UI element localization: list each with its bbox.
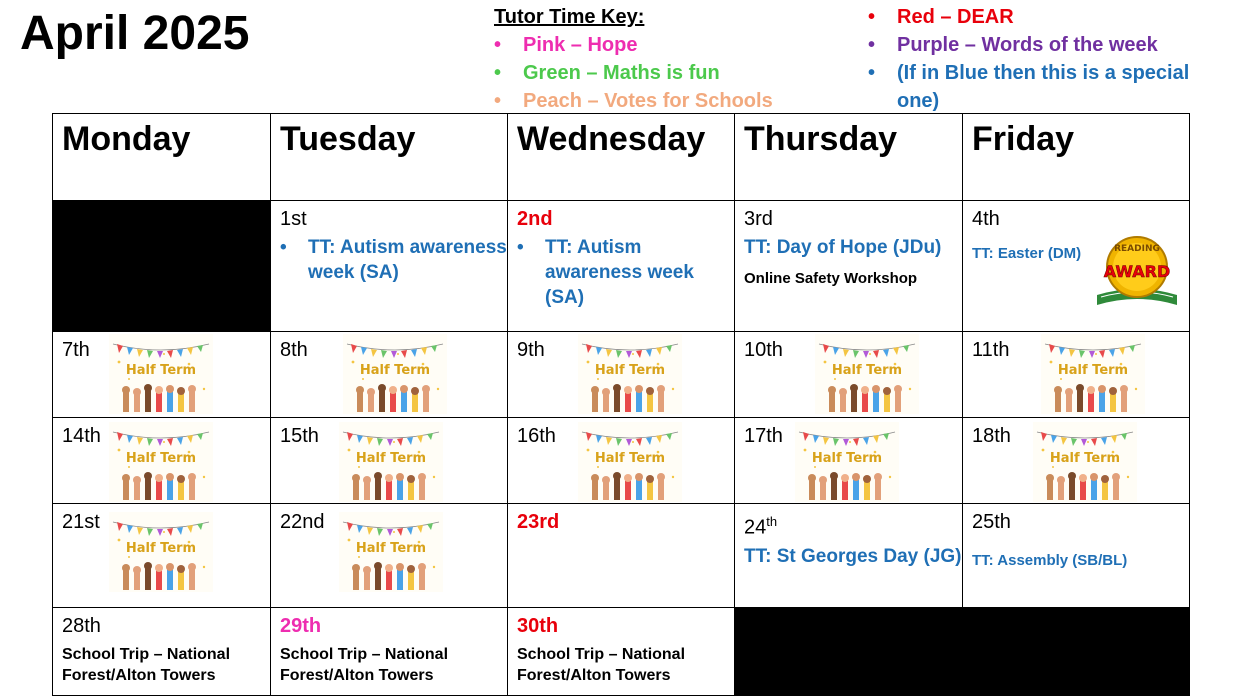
date-label: 9th (517, 339, 545, 361)
day-cell-28 (53, 608, 271, 696)
bullet-icon: • (280, 237, 287, 258)
half-term-image (795, 422, 899, 502)
key-item-green: • Green – Maths is fun (494, 59, 773, 87)
tutor-time-entry: • TT: Autism awareness week (SA) (280, 237, 507, 283)
half-term-image (578, 334, 682, 414)
week-row-5 (53, 608, 1190, 696)
date-label: 23rd (517, 511, 560, 533)
bullet-icon: • (494, 62, 502, 84)
bullet-icon: • (868, 34, 876, 56)
date-label: 3rd (744, 208, 773, 230)
day-cell-15 (271, 418, 508, 504)
day-cell-4 (963, 201, 1190, 332)
key-heading: Tutor Time Key: (494, 6, 645, 28)
half-term-image (339, 422, 443, 502)
half-term-image (339, 512, 443, 592)
half-term-image (109, 422, 213, 502)
bullet-icon: • (517, 237, 524, 258)
key-item-peach: • Peach – Votes for Schools (494, 87, 773, 115)
bullet-icon: • (868, 62, 876, 84)
half-term-image (343, 334, 447, 414)
week-row-3 (53, 418, 1190, 504)
event-note: School Trip – National Forest/Alton Towers (62, 646, 231, 684)
tutor-time-entry: TT: St Georges Day (JG) (744, 545, 962, 567)
day-cell-3 (735, 201, 963, 332)
day-cell-1 (271, 201, 508, 332)
day-header-friday: Friday (963, 114, 1190, 201)
day-cell-23 (508, 504, 735, 608)
day-cell-25 (963, 504, 1190, 608)
bullet-icon: • (494, 90, 502, 112)
day-cell-24 (735, 504, 963, 608)
page-title: April 2025 (20, 7, 250, 60)
event-note: Online Safety Workshop (744, 270, 918, 287)
date-label: 22nd (280, 511, 325, 533)
half-term-image (578, 422, 682, 502)
date-label: 21st (62, 511, 100, 533)
empty-cell (53, 201, 271, 332)
week-row-1 (53, 201, 1190, 332)
empty-cell (735, 608, 963, 696)
date-label: 2nd (517, 208, 553, 230)
date-label: 28th (62, 615, 101, 637)
tutor-time-key-left (494, 3, 773, 115)
day-cell-9 (508, 332, 735, 418)
svg-text:AWARD: AWARD (1103, 262, 1171, 281)
date-label: 29th (280, 615, 322, 637)
tutor-time-entry: • TT: Autism awareness week (SA) (517, 237, 694, 308)
day-header-monday: Monday (53, 114, 271, 201)
day-cell-7 (53, 332, 271, 418)
empty-cell (963, 608, 1190, 696)
day-cell-14 (53, 418, 271, 504)
header-row (53, 114, 1190, 201)
date-label: 18th (972, 425, 1011, 447)
day-cell-22 (271, 504, 508, 608)
date-label: 14th (62, 425, 101, 447)
day-cell-18 (963, 418, 1190, 504)
event-note: School Trip – National Forest/Alton Towers (280, 646, 449, 684)
tutor-time-entry: TT: Day of Hope (JDu) (744, 237, 942, 258)
tutor-time-entry: TT: Easter (DM) (972, 245, 1082, 262)
bullet-icon: • (868, 6, 876, 28)
date-label: 8th (280, 339, 308, 361)
half-term-image (1033, 422, 1137, 502)
day-header-thursday: Thursday (735, 114, 963, 201)
date-label: 7th (62, 339, 90, 361)
date-label: 10th (744, 339, 783, 361)
day-cell-30 (508, 608, 735, 696)
bullet-icon: • (494, 34, 502, 56)
reading-award-badge-icon (1091, 233, 1183, 311)
date-label: 25th (972, 511, 1011, 533)
svg-text:READING: READING (1114, 244, 1160, 254)
date-label: 24th (744, 514, 778, 539)
tutor-time-key-right (868, 3, 1228, 115)
key-item-red: • Red – DEAR (868, 3, 1228, 31)
date-label: 4th (972, 208, 1000, 230)
date-label: 15th (280, 425, 319, 447)
day-cell-2 (508, 201, 735, 332)
day-cell-17 (735, 418, 963, 504)
day-cell-10 (735, 332, 963, 418)
date-label: 16th (517, 425, 556, 447)
half-term-image (1041, 334, 1145, 414)
week-row-4 (53, 504, 1190, 608)
tutor-time-entry: TT: Assembly (SB/BL) (972, 552, 1128, 569)
key-item-pink: • Pink – Hope (494, 31, 773, 59)
date-label: 17th (744, 425, 783, 447)
day-header-tuesday: Tuesday (271, 114, 508, 201)
key-item-blue: • (If in Blue then this is a special one) (868, 59, 1228, 115)
day-cell-11 (963, 332, 1190, 418)
day-cell-16 (508, 418, 735, 504)
event-note: School Trip – National Forest/Alton Towers (517, 646, 686, 684)
half-term-image (109, 512, 213, 592)
day-cell-29 (271, 608, 508, 696)
date-label: 1st (280, 208, 307, 230)
week-row-2 (53, 332, 1190, 418)
day-header-wednesday: Wednesday (508, 114, 735, 201)
half-term-image (815, 334, 919, 414)
date-label: 11th (972, 339, 1010, 361)
half-term-image (109, 334, 213, 414)
day-cell-21 (53, 504, 271, 608)
key-item-purple: • Purple – Words of the week (868, 31, 1228, 59)
day-cell-8 (271, 332, 508, 418)
calendar-table (52, 113, 1190, 696)
date-label: 30th (517, 615, 559, 637)
